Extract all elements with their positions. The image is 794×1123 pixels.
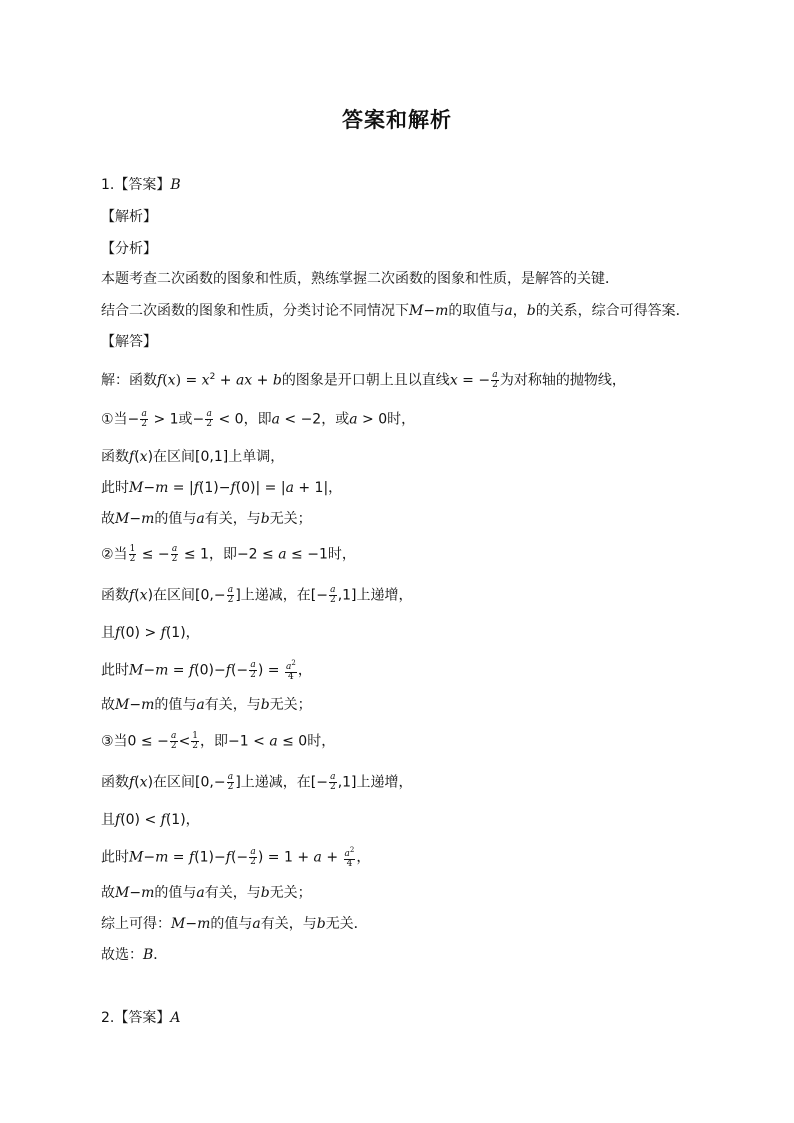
- q2-answer: 2.【答案】A: [101, 1010, 181, 1026]
- case3-condition: ③当0 ≤ − $\frac{a}{2}$ < $\frac{1}{2}$ ，即−1 < a ≤ 0时，: [101, 731, 336, 751]
- case3-monotonic: 函数f(x)在区间[0,− $\frac{a}{2}$ ]上递减，在[− $\frac{a}{2}$ ,1]上递增，: [101, 772, 413, 792]
- fenxi-line-1: 本题考查二次函数的图象和性质，熟练掌握二次函数的图象和性质，是解答的关键．: [101, 271, 619, 287]
- case2-monotonic: 函数f(x)在区间[0,− $\frac{a}{2}$ ]上递减，在[− $\frac{a}{2}$ ,1]上递增，: [101, 585, 413, 605]
- fenxi-heading: 【分析】: [101, 241, 157, 257]
- case3-compare: 且f(0) < f(1)，: [101, 812, 200, 828]
- q1-answer: 1.【答案】B: [101, 177, 181, 193]
- jieda-heading: 【解答】: [101, 334, 157, 350]
- summary-line: 综上可得：M−m的值与a有关，与b无关．: [101, 916, 368, 932]
- case3-conclusion: 故M−m的值与a有关，与b无关；: [101, 885, 312, 901]
- case2-difference: 此时M−m = f(0)−f(− $\frac{a}{2}$ ) = $\frac{a^2}{4}$ ，: [101, 659, 312, 682]
- jiexi-heading: 【解析】: [101, 209, 157, 225]
- case2-condition: ②当 $\frac{1}{2}$ ≤ − $\frac{a}{2}$ ≤ 1，即−2 ≤ a ≤ −1时，: [101, 544, 356, 564]
- case2-conclusion: 故M−m的值与a有关，与b无关；: [101, 697, 312, 713]
- solution-intro: 解：函数$f(x) = x^2$ + ax + b的图象是开口朝上且以直线x = − $\frac{a}{2}$ 为对称轴的抛物线，: [101, 370, 626, 391]
- fenxi-line-2: 结合二次函数的图象和性质，分类讨论不同情况下M−m的取值与a，b的关系，综合可得答案．: [101, 303, 690, 319]
- page-title: 答案和解析: [342, 108, 452, 132]
- case1-condition: ①当− $\frac{a}{2}$ > 1或− $\frac{a}{2}$ < 0，即a < −2，或a > 0时，: [101, 409, 416, 429]
- case1-difference: 此时M−m = |f(1)−f(0)| = |a + 1|，: [101, 480, 343, 496]
- final-choice: 故选：B．: [101, 947, 168, 963]
- case1-monotonic: 函数f(x)在区间[0,1]上单调，: [101, 449, 285, 465]
- case1-conclusion: 故M−m的值与a有关，与b无关；: [101, 511, 312, 527]
- case2-compare: 且f(0) > f(1)，: [101, 625, 200, 641]
- case3-difference: 此时M−m = f(1)−f(− $\frac{a}{2}$ ) = 1 + a + $\frac{a^2}{4}$ ，: [101, 846, 371, 869]
